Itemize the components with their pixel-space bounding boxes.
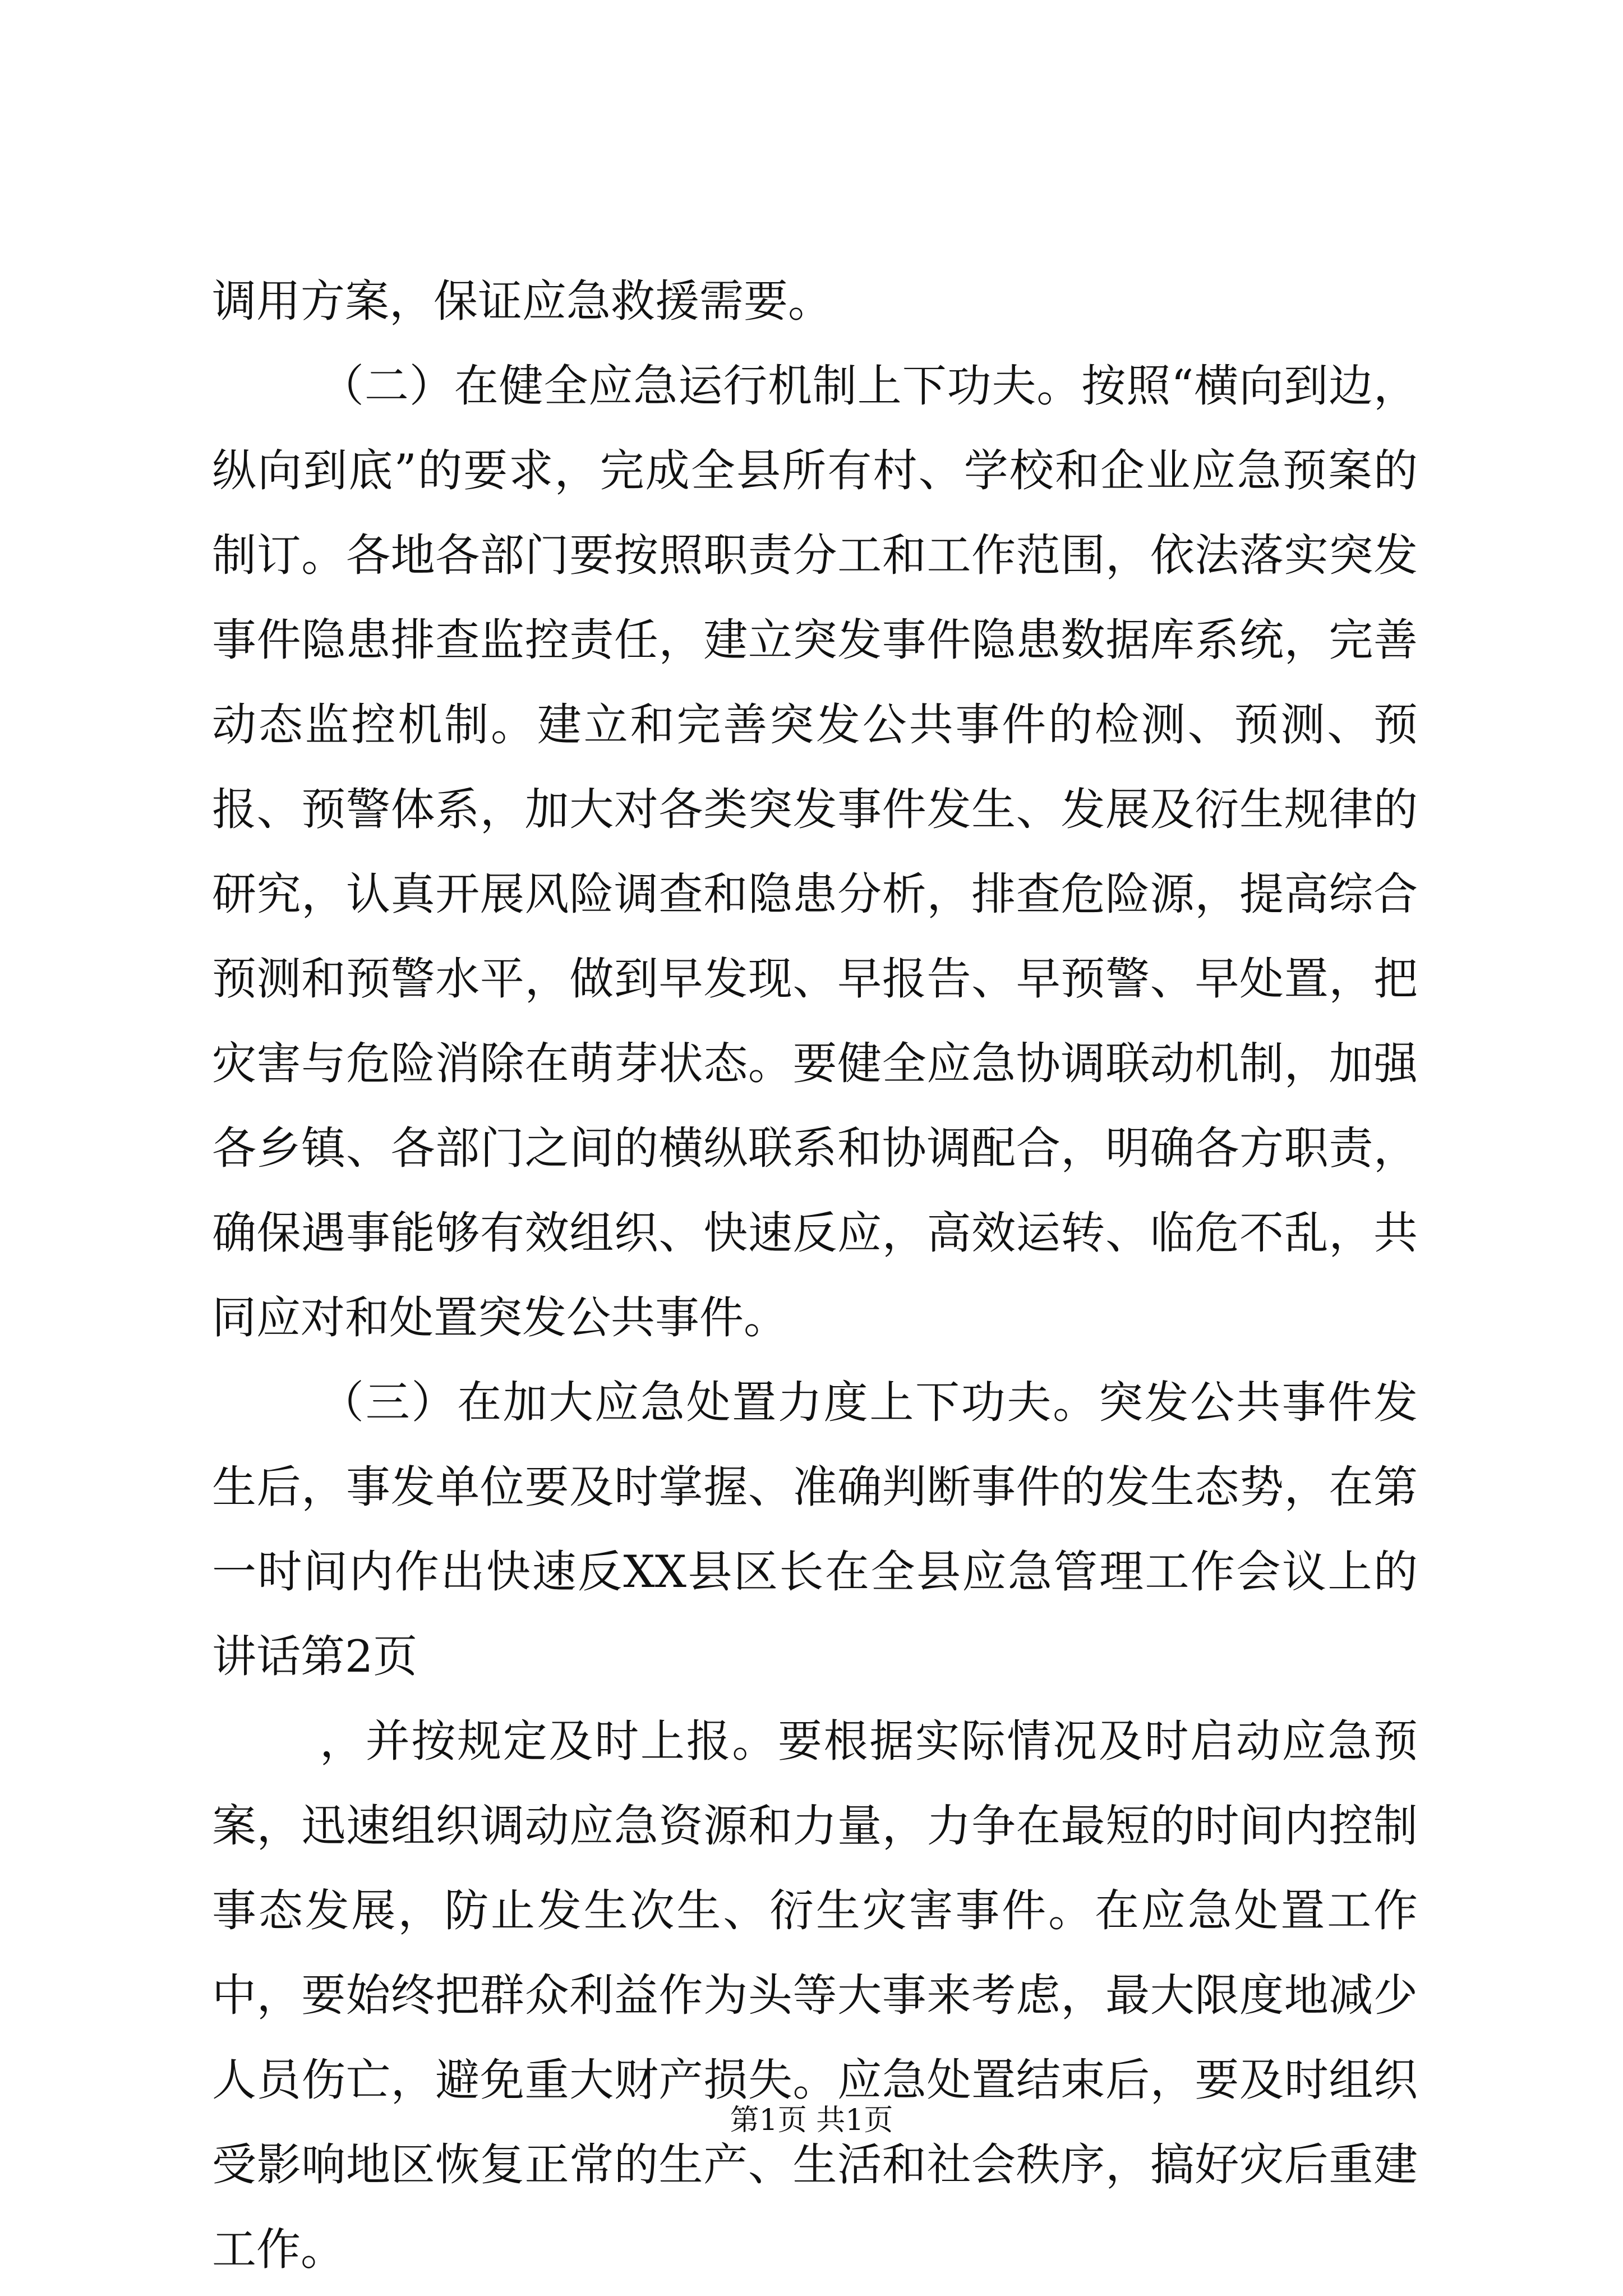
paragraph-section-three-continued: ，并按规定及时上报。要根据实际情况及时启动应急预案，迅速组织调动应急资源和力量，力争在最短的时间内控制事态发展，防止发生次生、衍生灾害事件。在应急处置工作中，要始终把群众利益作为头等大事来考虑，最大限度地减少人员伤亡，避免重大财产损失。应急处置结束后，要及时组织受影响地区恢复正常的生产、生活和社会秩序，搞好灾后重建工作。 [212, 1715, 1418, 2275]
paragraph-continuation: 调用方案，保证应急救援需要。 [212, 275, 832, 327]
page-number-footer: 第1页 共1页 [730, 2104, 893, 2137]
paragraph-section-two: （二）在健全应急运行机制上下功夫。按照“横向到边，纵向到底”的要求，完成全县所有村、学校和企业应急预案的制订。各地各部门要按照职责分工和工作范围，依法落实突发事件隐患排查监控责任，建立突发事件隐患数据库系统，完善动态监控机制。建立和完善突发公共事件的检测、预测、预报、预警体系，加大对各类突发事件发生、发展及衍生规律的研究，认真开展风险调查和隐患分析，排查危险源，提高综合预测和预警水平，做到早发现、早报告、早预警、早处置，把灾害与危险消除在萌芽状态。要健全应急协调联动机制，加强各乡镇、各部门之间的横纵联系和协调配合，明确各方职责，确保遇事能够有效组织、快速反应，高效运转、临危不乱，共同应对和处置突发公共事件。 [212, 360, 1418, 1343]
paragraph-section-three: （三）在加大应急处置力度上下功夫。突发公共事件发生后，事发单位要及时掌握、准确判断事件的发生态势，在第一时间内作出快速反XX县区长在全县应急管理工作会议上的讲话第2页 [212, 1377, 1418, 1682]
document-body [212, 259, 1418, 2292]
